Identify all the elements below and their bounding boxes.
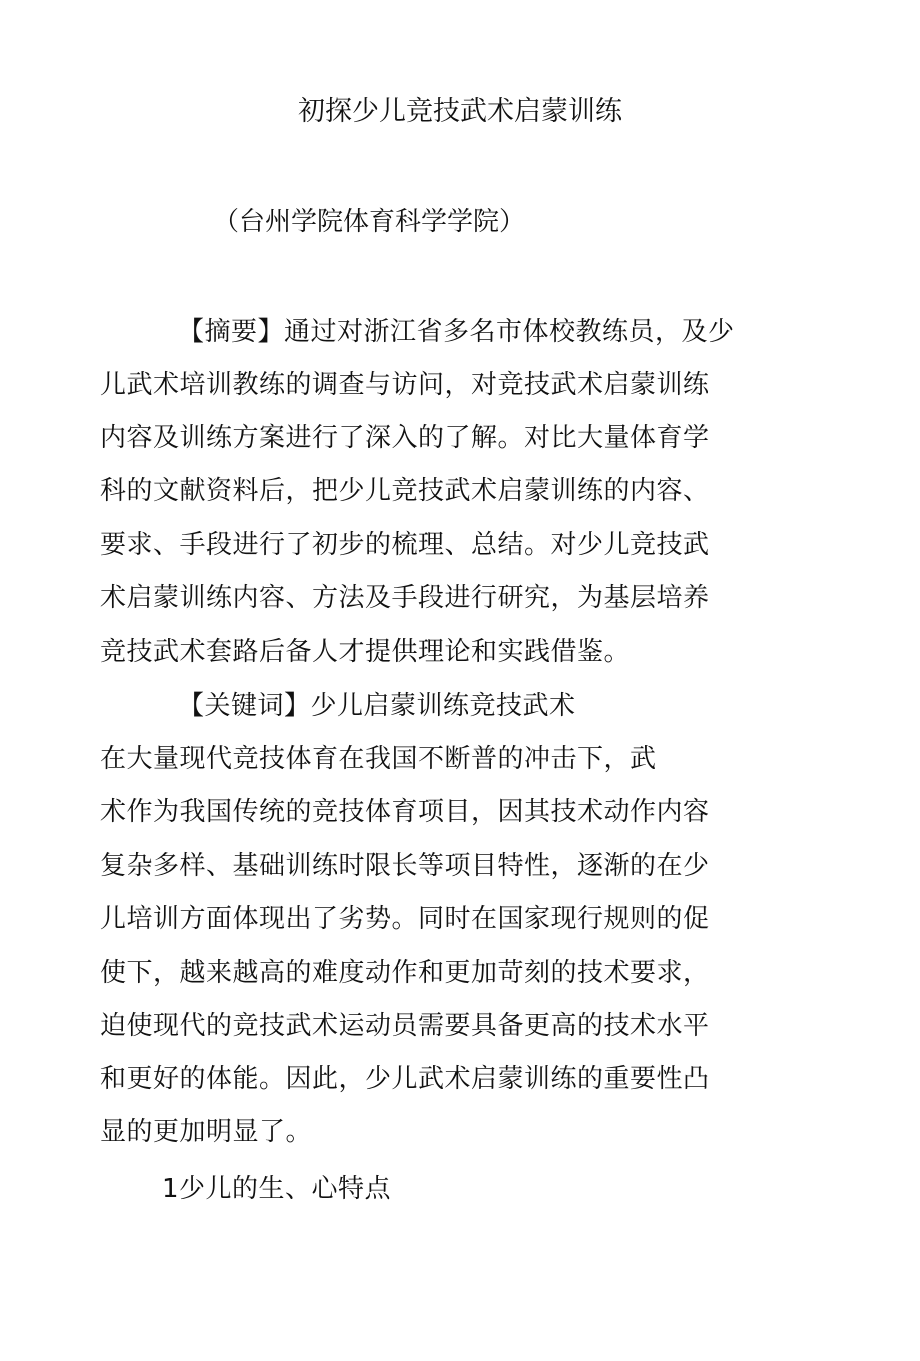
keywords-line: 【关键词】少儿启蒙训练竞技武术 [178, 691, 576, 721]
body-line: 术作为我国传统的竞技体育项目，因其技术动作内容 [100, 797, 710, 827]
section-heading: 1少儿的生、心特点 [162, 1174, 392, 1204]
body-line: 使下，越来越高的难度动作和更加苛刻的技术要求， [100, 958, 710, 988]
body-line: 和更好的体能。因此，少儿武术启蒙训练的重要性凸 [100, 1064, 710, 1094]
abstract-line: 内容及训练方案进行了深入的了解。对比大量体育学 [100, 423, 710, 453]
body-line: 迫使现代的竞技武术运动员需要具备更高的技术水平 [100, 1011, 710, 1041]
body-line: 复杂多样、基础训练时限长等项目特性，逐渐的在少 [100, 851, 710, 881]
document-title: 初探少儿竞技武术启蒙训练 [298, 96, 622, 127]
body-line: 在大量现代竞技体育在我国不断普的冲击下，武 [100, 744, 657, 774]
affiliation: （台州学院体育科学学院） [213, 207, 526, 237]
abstract-line: 【摘要】通过对浙江省多名市体校教练员，及少 [178, 317, 735, 347]
abstract-line: 竞技武术套路后备人才提供理论和实践借鉴。 [100, 637, 631, 667]
body-line: 儿培训方面体现出了劣势。同时在国家现行规则的促 [100, 904, 710, 934]
abstract-line: 儿武术培训教练的调查与访问，对竞技武术启蒙训练 [100, 370, 710, 400]
abstract-line: 科的文献资料后，把少儿竞技武术启蒙训练的内容、 [100, 476, 710, 506]
abstract-line: 要求、手段进行了初步的梳理、总结。对少儿竞技武 [100, 530, 710, 560]
body-line: 显的更加明显了。 [100, 1117, 313, 1147]
abstract-line: 术启蒙训练内容、方法及手段进行研究，为基层培养 [100, 583, 710, 613]
